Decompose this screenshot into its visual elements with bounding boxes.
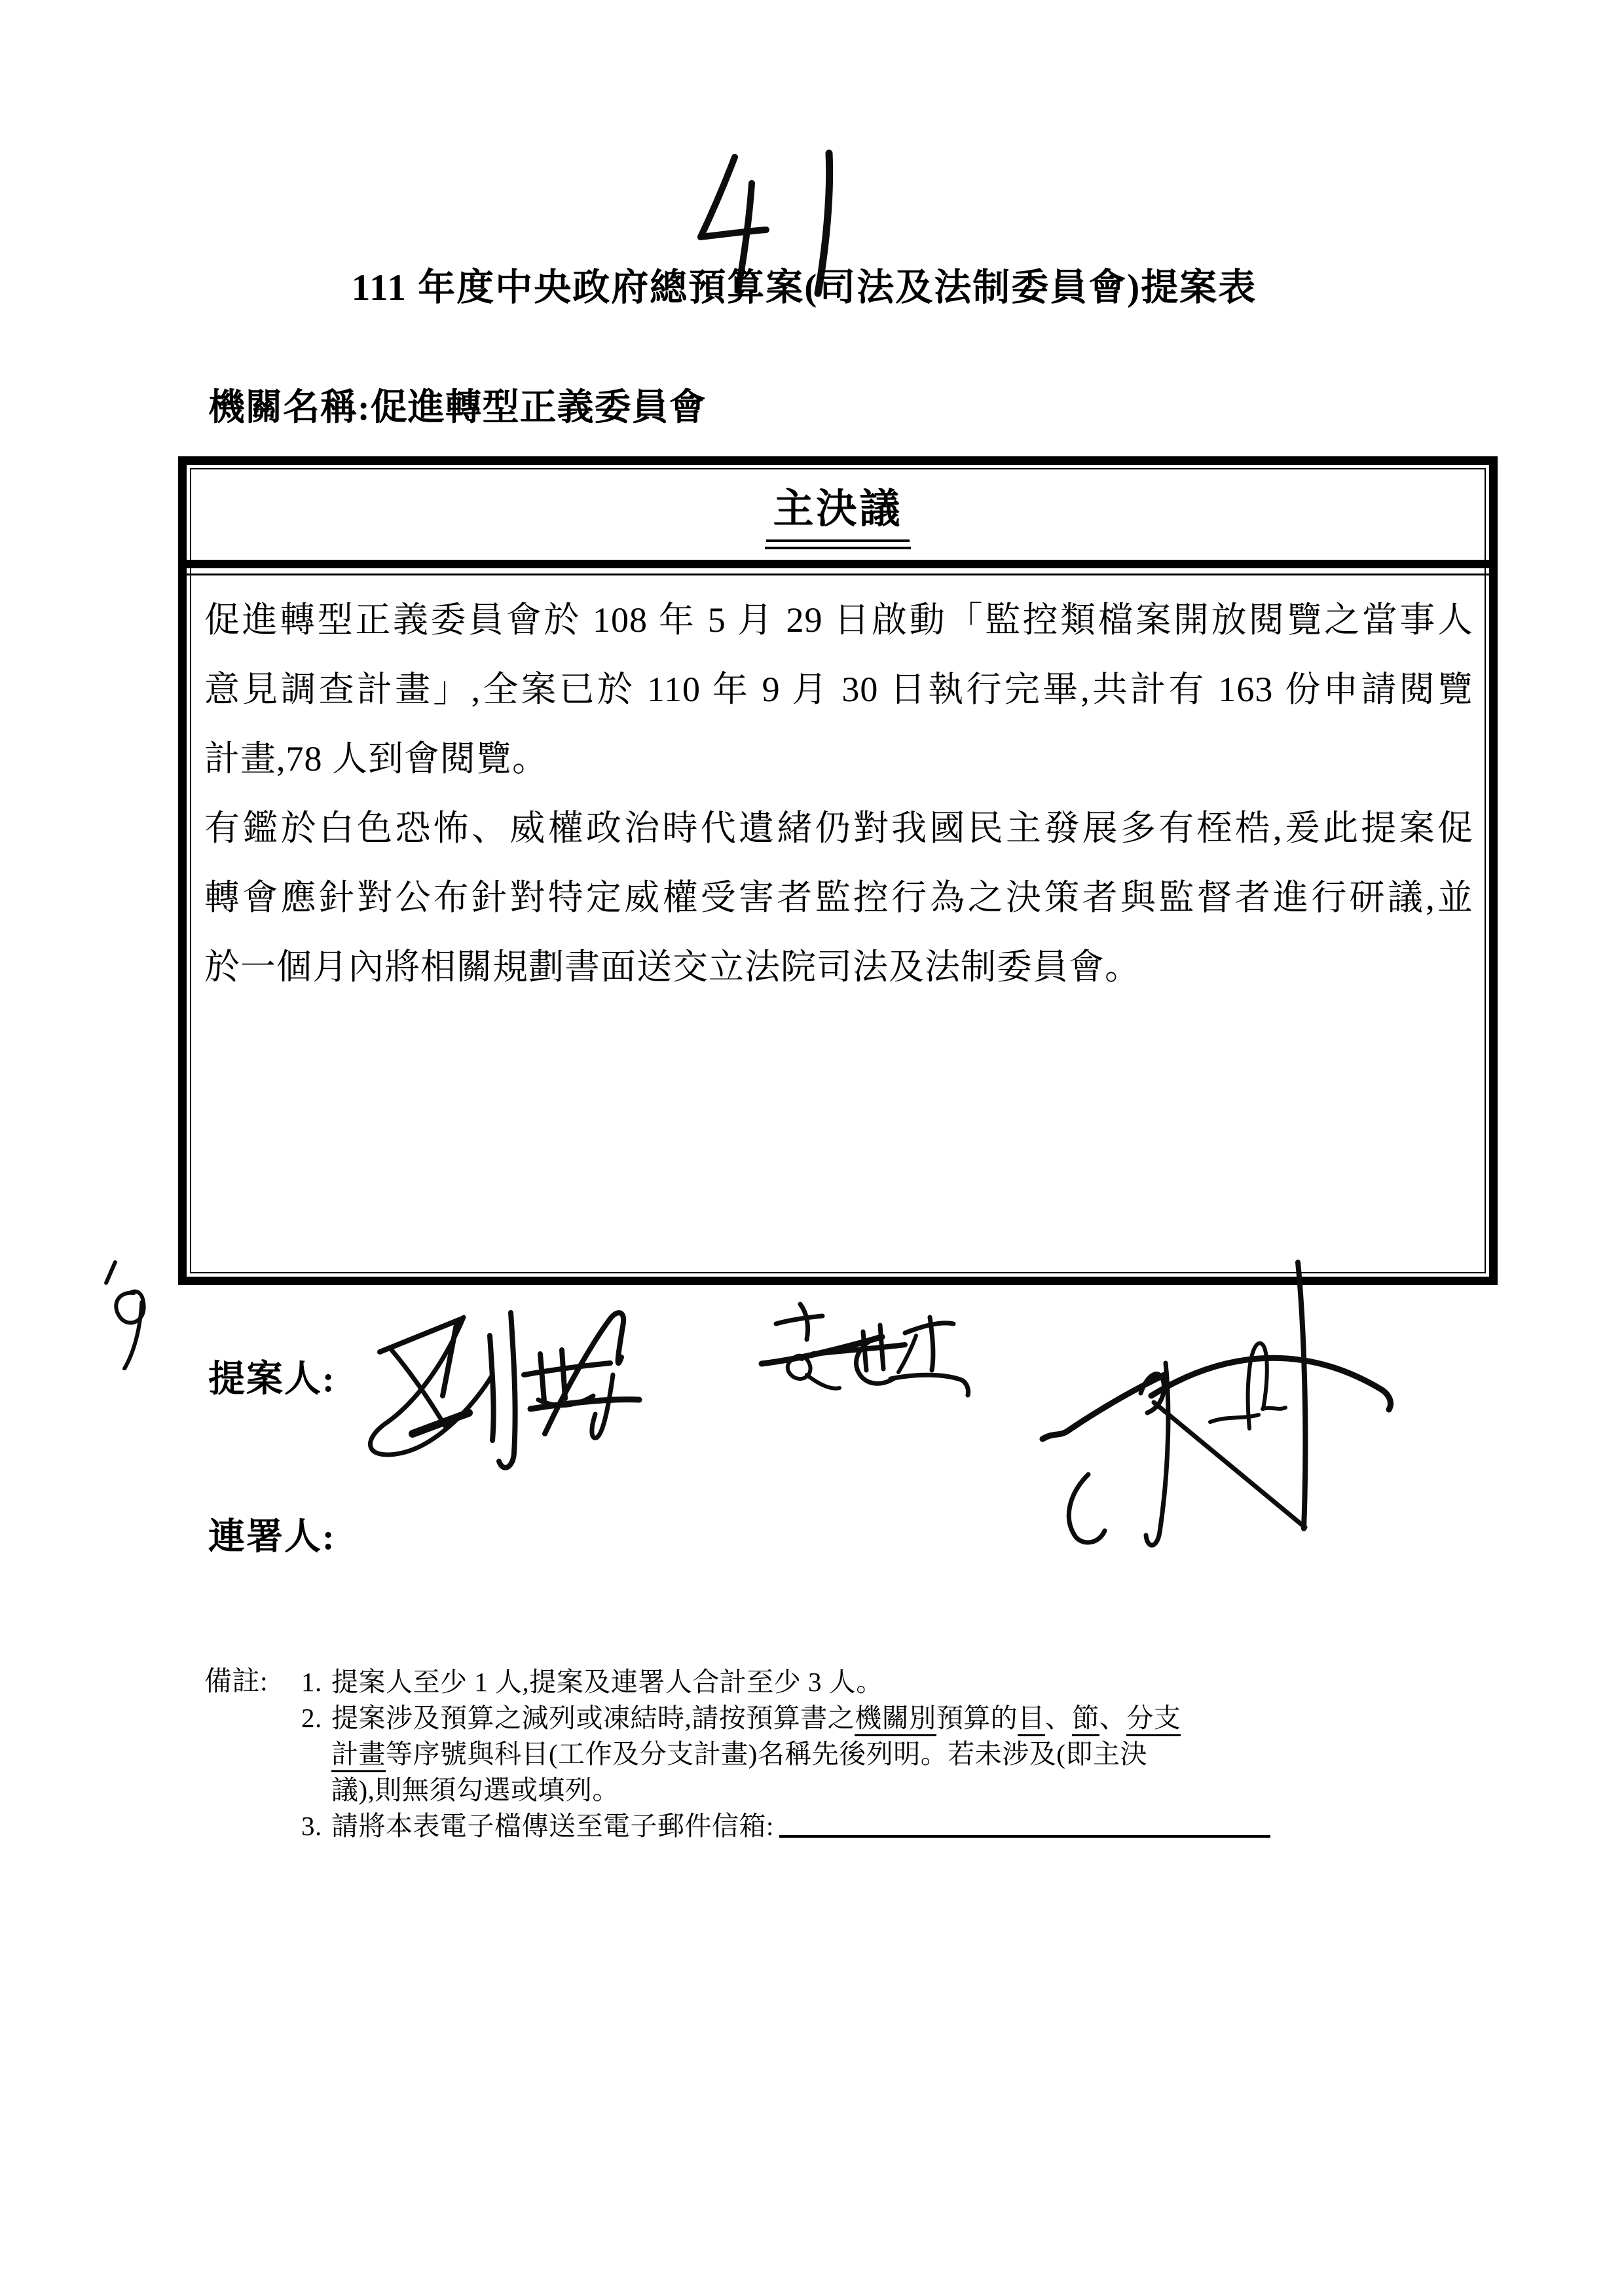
resolution-header-divider [187, 560, 1489, 575]
note-segment: 等序號與科目(工作及分支計畫)名稱先後列明。若未涉及(即主決 [386, 1739, 1147, 1769]
note-segment: 請將本表電子檔傳送至電子郵件信箱: [331, 1811, 774, 1841]
note-number: 2. [301, 1703, 322, 1733]
note-line [331, 1808, 1270, 1844]
signature-3 [1043, 1262, 1391, 1545]
email-blank-line [779, 1831, 1270, 1838]
note-segment: 提案涉及預算之減列或凍結時,請按預算書之 [331, 1703, 855, 1733]
notes-items [301, 1664, 1449, 1844]
note-number: 1. [301, 1667, 322, 1697]
note-line [331, 1736, 1181, 1772]
cosigner-label: 連署人: [208, 1517, 336, 1558]
resolution-body-line: 於一個月內將相關規劃書面送交立法院司法及法制委員會。 [204, 947, 1141, 987]
resolution-body-line: 轉會應針對公布針對特定威權受害者監控行為之決策者與監督者進行研議,並 [204, 878, 1473, 917]
note-item [301, 1664, 1449, 1700]
signature-1 [370, 1313, 639, 1468]
handwritten-page-number-side [97, 1256, 169, 1370]
underlined-term: 計畫 [331, 1739, 386, 1772]
resolution-body-line: 意見調查計畫」,全案已於 110 年 9 月 30 日執行完畢,共計有 163 份申請閱覽 [204, 670, 1473, 709]
resolution-box [178, 456, 1498, 1285]
resolution-body-line: 有鑑於白色恐怖、威權政治時代遺緒仍對我國民主發展多有桎梏,爰此提案促 [204, 809, 1473, 848]
underlined-term: 節 [1072, 1703, 1099, 1736]
signatures [314, 1178, 1467, 1584]
note-segment: 、 [1099, 1703, 1127, 1733]
note-item [301, 1808, 1449, 1844]
notes-section [204, 1664, 1449, 1844]
note-text [331, 1664, 883, 1700]
note-text [331, 1700, 1181, 1808]
resolution-body [187, 575, 1489, 1002]
agency-label: 機關名稱: [208, 388, 371, 428]
resolution-header: 主決議 [766, 476, 909, 542]
note-line [331, 1772, 1181, 1808]
note-line [331, 1664, 883, 1700]
note-text [331, 1808, 1270, 1844]
signature-2 [762, 1304, 969, 1395]
note-segment: 提案人至少 1 人,提案及連署人合計至少 3 人。 [331, 1667, 883, 1697]
note-segment: 、 [1044, 1703, 1073, 1733]
notes-label: 備註: [204, 1667, 268, 1697]
resolution-header-cell [187, 465, 1489, 560]
agency-line [208, 385, 707, 431]
document-title: 111 年度中央政府總預算案(司法及法制委員會)提案表 [351, 267, 1257, 308]
underlined-term: 機關別 [855, 1703, 936, 1736]
note-number: 3. [301, 1811, 322, 1841]
proposer-label: 提案人: [208, 1359, 336, 1400]
resolution-body-line: 計畫,78 人到會閱覽。 [204, 739, 548, 778]
underlined-term: 目 [1018, 1703, 1045, 1736]
underlined-term: 分支 [1126, 1703, 1181, 1736]
note-segment: 議),則無須勾選或填列。 [331, 1775, 619, 1805]
note-segment: 預算的 [936, 1703, 1018, 1733]
note-line [331, 1700, 1181, 1736]
agency-name: 促進轉型正義委員會 [370, 388, 707, 428]
note-item [301, 1700, 1449, 1808]
resolution-body-line: 促進轉型正義委員會於 108 年 5 月 29 日啟動「監控類檔案開放閱覽之當事人 [204, 600, 1473, 640]
